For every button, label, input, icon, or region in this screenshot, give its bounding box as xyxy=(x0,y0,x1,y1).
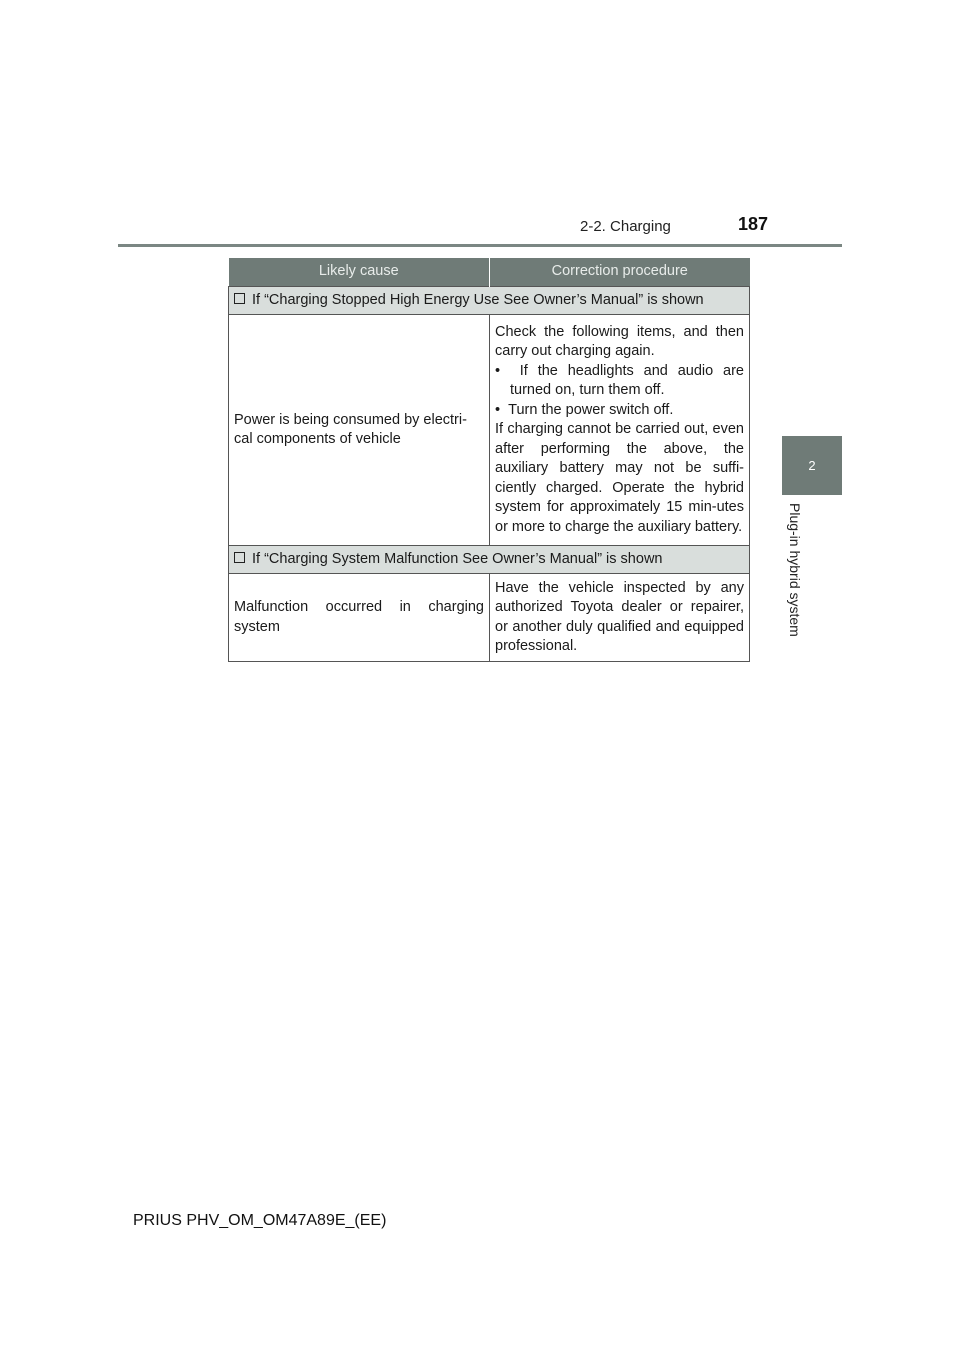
table-row xyxy=(229,315,750,546)
table-row xyxy=(229,574,750,662)
column-header-likely-cause: Likely cause xyxy=(229,258,490,287)
correction-procedure-cell xyxy=(490,315,750,546)
checkbox-square-icon xyxy=(234,552,245,563)
troubleshooting-table xyxy=(228,258,750,662)
section-heading-row xyxy=(229,287,750,315)
procedure-note: If charging cannot be carried out, even after performing the above, the auxiliary battery may not be suffi-ciently charged. Operate the hybrid system for approximately 15 min-utes or more to charge the auxiliary battery. xyxy=(495,421,744,535)
chapter-number: 2 xyxy=(808,458,816,473)
document-code: PRIUS PHV_OM_OM47A89E_(EE) xyxy=(133,1212,387,1229)
procedure-bullet-text: If the headlights and audio are turned on, turn them off. xyxy=(510,362,744,399)
procedure-bullet-text: Turn the power switch off. xyxy=(508,401,674,418)
procedure-intro: Check the following items, and then carry out charging again. xyxy=(495,323,744,360)
procedure-bullet: • If the headlights and audio are turned on, turn them off. xyxy=(495,362,744,399)
checkbox-square-icon xyxy=(234,293,245,304)
header-divider xyxy=(118,244,842,247)
section-heading-text: If “Charging System Malfunction See Owner’s Manual” is shown xyxy=(252,550,663,567)
section-heading xyxy=(229,287,750,315)
column-header-correction-procedure: Correction procedure xyxy=(490,258,750,287)
page-number: 187 xyxy=(738,214,769,234)
procedure-intro: Have the vehicle inspected by any authorized Toyota dealer or repairer, or another duly qualified and equipped professional. xyxy=(495,579,744,654)
likely-cause-cell: Power is being consumed by electri-cal components of vehicle xyxy=(229,315,490,546)
correction-procedure-cell xyxy=(490,574,750,662)
section-heading-row xyxy=(229,546,750,574)
likely-cause-cell: Malfunction occurred in charging system xyxy=(229,574,490,662)
chapter-title: Plug-in hybrid system xyxy=(787,503,803,637)
procedure-bullet: • Turn the power switch off. xyxy=(495,401,674,418)
section-title: 2-2. Charging xyxy=(580,218,671,235)
section-heading-text: If “Charging Stopped High Energy Use See Owner’s Manual” is shown xyxy=(252,291,704,308)
section-heading xyxy=(229,546,750,574)
table-header-row xyxy=(229,258,750,287)
